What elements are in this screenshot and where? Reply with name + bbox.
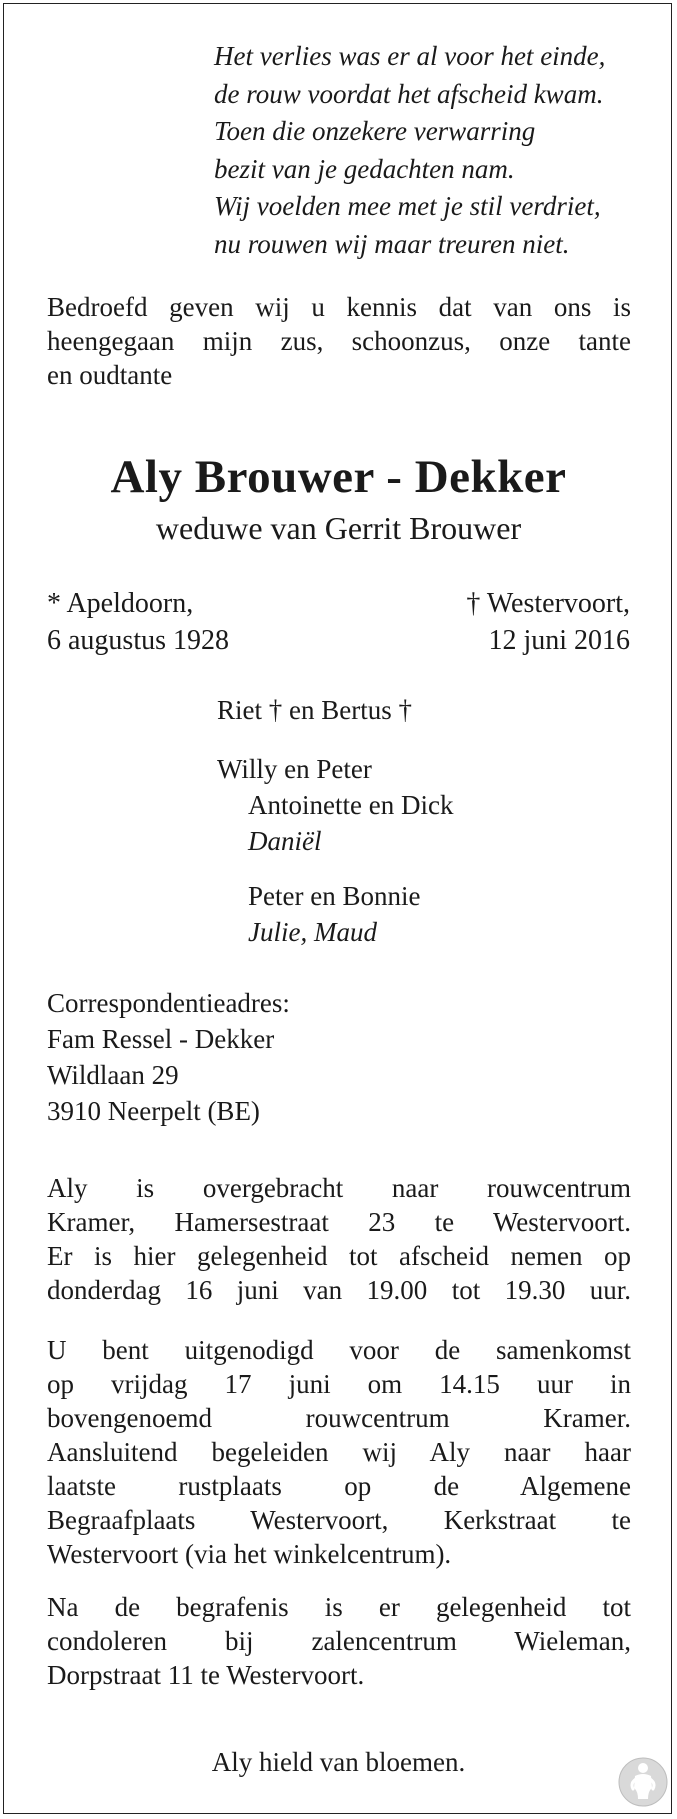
birth-info	[47, 585, 229, 659]
address-line: Wildlaan 29	[47, 1060, 179, 1090]
paragraph-service	[47, 1333, 631, 1571]
family-group-2	[217, 878, 420, 950]
paragraph-line: U bent uitgenodigd voor de samenkomst	[47, 1335, 631, 1365]
paragraph-line: Kramer, Hamersestraat 23 te Westervoort.	[47, 1207, 631, 1237]
paragraph-line: Aansluitend begeleiden wij Aly naar haar	[47, 1437, 631, 1467]
family-line: Daniël	[248, 826, 322, 856]
paragraph-line: condoleren bij zalencentrum Wieleman,	[47, 1626, 631, 1656]
poem-line: de rouw voordat het afscheid kwam.	[214, 78, 604, 109]
closing-line: Aly hield van bloemen.	[211, 1747, 466, 1777]
death-date: 12 juni 2016	[488, 625, 630, 656]
paragraph-line: Dorpstraat 11 te Westervoort.	[47, 1660, 365, 1690]
family-line: Peter en Bonnie	[248, 881, 421, 911]
correspondence-address	[47, 985, 290, 1129]
paragraph-line: op vrijdag 17 juni om 14.15 uur in	[47, 1369, 631, 1399]
paragraph-line: laatste rustplaats op de Algemene	[47, 1471, 631, 1501]
paragraph-line: Er is hier gelegenheid tot afscheid nemen op	[47, 1241, 631, 1271]
family-line: Julie, Maud	[248, 917, 377, 947]
death-info	[466, 585, 630, 659]
announcement	[47, 290, 631, 392]
announcement-line: heengegaan mijn zus, schoonzus, onze tante	[47, 326, 631, 356]
poem-line: Het verlies was er al voor het einde,	[214, 41, 606, 71]
birth-date: 6 augustus 1928	[47, 625, 229, 656]
family-group-1	[217, 751, 453, 859]
poem-line: bezit van je gedachten nam.	[214, 153, 515, 184]
family-line: Willy en Peter	[217, 754, 372, 784]
family-line: Antoinette en Dick	[248, 790, 454, 820]
family-line: Riet † en Bertus †	[217, 695, 412, 725]
deceased-subtitle: weduwe van Gerrit Brouwer	[155, 510, 522, 546]
paragraph-line: donderdag 16 juni van 19.00 tot 19.30 uur.	[47, 1275, 631, 1305]
paragraph-viewing	[47, 1171, 631, 1307]
address-line: Correspondentieadres:	[47, 988, 290, 1018]
paragraph-line: Na de begrafenis is er gelegenheid tot	[47, 1592, 631, 1622]
announcement-line: en oudtante	[47, 360, 173, 390]
address-line: 3910 Neerpelt (BE)	[47, 1096, 260, 1126]
paragraph-line: bovengenoemd rouwcentrum Kramer.	[47, 1403, 631, 1433]
poem-line: Toen die onzekere verwarring	[214, 116, 536, 146]
poem-line: Wij voelden mee met je stil verdriet,	[214, 191, 601, 221]
paragraph-line: Westervoort (via het winkelcentrum).	[47, 1539, 452, 1569]
poem	[214, 38, 605, 263]
birth-place: * Apeldoorn,	[47, 588, 194, 619]
paragraph-line: Begraafplaats Westervoort, Kerkstraat te	[47, 1505, 631, 1535]
announcement-line: Bedroefd geven wij u kennis dat van ons is	[47, 292, 631, 322]
death-place: † Westervoort,	[466, 588, 630, 619]
memorial-figure-icon	[618, 1757, 668, 1807]
deceased-name: Aly Brouwer - Dekker	[110, 451, 567, 503]
poem-line: nu rouwen wij maar treuren niet.	[214, 228, 570, 259]
paragraph-line: Aly is overgebracht naar rouwcentrum	[47, 1173, 631, 1203]
paragraph-condolence	[47, 1590, 631, 1692]
address-line: Fam Ressel - Dekker	[47, 1024, 275, 1054]
